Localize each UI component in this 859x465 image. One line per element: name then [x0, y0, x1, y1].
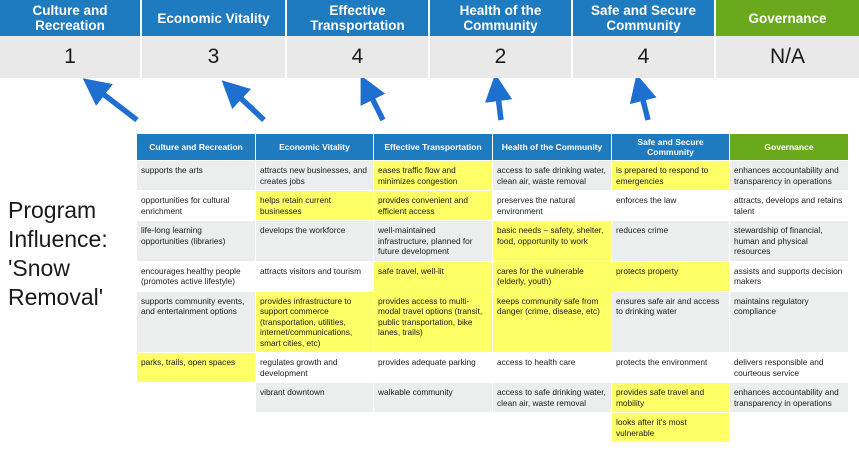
matrix-cell: provides adequate parking — [374, 353, 493, 383]
matrix-header-safe-and-secure-community: Safe and Secure Community — [612, 134, 730, 161]
matrix-cell: supports the arts — [137, 161, 256, 191]
matrix-header-row — [137, 134, 849, 161]
score-culture-and-recreation: 1 — [0, 36, 142, 78]
header-health-of-the-community: Health of the Community — [430, 0, 573, 36]
matrix-cell: is prepared to respond to emergencies — [612, 161, 730, 191]
matrix-cell — [256, 413, 374, 443]
matrix-cell: opportunities for cultural enrichment — [137, 191, 256, 221]
arrow-3 — [367, 88, 383, 120]
matrix-cell: attracts, develops and retains talent — [730, 191, 849, 221]
matrix-cell: protects property — [612, 261, 730, 291]
influence-arrows — [0, 78, 859, 133]
matrix-cell: delivers responsible and courteous service — [730, 353, 849, 383]
matrix-cell — [374, 413, 493, 443]
matrix-cell: life-long learning opportunities (libraries) — [137, 221, 256, 262]
matrix-cell: preserves the natural environment — [493, 191, 612, 221]
matrix-cell: keeps community safe from danger (crime, disease, etc) — [493, 291, 612, 353]
objective-header-band — [0, 0, 859, 36]
matrix-cell: maintains regulatory compliance — [730, 291, 849, 353]
arrow-5 — [640, 88, 648, 120]
header-culture-and-recreation: Culture and Recreation — [0, 0, 142, 36]
matrix-cell: attracts visitors and tourism — [256, 261, 374, 291]
matrix-cell: assists and supports decision makers — [730, 261, 849, 291]
matrix-cell: safe travel, well-lit — [374, 261, 493, 291]
matrix-cell: encourages healthy people (promotes active lifestyle) — [137, 261, 256, 291]
matrix-cell — [493, 413, 612, 443]
table-row — [137, 291, 849, 353]
table-row — [137, 261, 849, 291]
table-row — [137, 413, 849, 443]
matrix-cell: access to safe drinking water, clean air, waste removal — [493, 161, 612, 191]
matrix-cell: helps retain current businesses — [256, 191, 374, 221]
matrix-cell: well-maintained infrastructure, planned for future development — [374, 221, 493, 262]
matrix-cell: attracts new businesses, and creates jobs — [256, 161, 374, 191]
matrix-cell: provides safe travel and mobility — [612, 383, 730, 413]
header-safe-and-secure-community: Safe and Secure Community — [573, 0, 716, 36]
matrix-header-culture-and-recreation: Culture and Recreation — [137, 134, 256, 161]
table-row — [137, 383, 849, 413]
page-title: Program Influence: 'Snow Removal' — [8, 197, 108, 310]
arrow-4 — [497, 88, 501, 120]
matrix-cell: cares for the vulnerable (elderly, youth) — [493, 261, 612, 291]
table-row — [137, 353, 849, 383]
matrix-cell: eases traffic flow and minimizes congestion — [374, 161, 493, 191]
matrix-cell: enhances accountability and transparency in operations — [730, 161, 849, 191]
score-economic-vitality: 3 — [142, 36, 287, 78]
matrix-cell — [137, 383, 256, 413]
header-economic-vitality: Economic Vitality — [142, 0, 287, 36]
matrix-cell: stewardship of financial, human and physical resources — [730, 221, 849, 262]
matrix-cell: access to health care — [493, 353, 612, 383]
score-effective-transportation: 4 — [287, 36, 430, 78]
matrix-cell: ensures safe air and access to drinking water — [612, 291, 730, 353]
arrow-2 — [232, 90, 264, 120]
matrix-cell: reduces crime — [612, 221, 730, 262]
header-governance: Governance — [716, 0, 859, 36]
matrix-cell — [730, 413, 849, 443]
matrix-header-governance: Governance — [730, 134, 849, 161]
matrix-cell: regulates growth and development — [256, 353, 374, 383]
matrix-header-economic-vitality: Economic Vitality — [256, 134, 374, 161]
matrix-cell: protects the environment — [612, 353, 730, 383]
matrix-cell: provides convenient and efficient access — [374, 191, 493, 221]
score-health-of-the-community: 2 — [430, 36, 573, 78]
matrix-cell: enforces the law — [612, 191, 730, 221]
matrix-header-effective-transportation: Effective Transportation — [374, 134, 493, 161]
score-safe-and-secure-community: 4 — [573, 36, 716, 78]
matrix-cell: looks after it's most vulnerable — [612, 413, 730, 443]
matrix-cell: parks, trails, open spaces — [137, 353, 256, 383]
table-row — [137, 221, 849, 262]
score-governance: N/A — [769, 45, 805, 68]
arrow-1 — [94, 87, 137, 120]
matrix-body — [137, 161, 849, 443]
matrix-cell — [137, 413, 256, 443]
table-row — [137, 161, 849, 191]
matrix-cell: enhances accountability and transparency in operations — [730, 383, 849, 413]
matrix-header-health-of-the-community: Health of the Community — [493, 134, 612, 161]
matrix-cell: supports community events, and entertainment options — [137, 291, 256, 353]
matrix-cell: provides infrastructure to support commerce (transportation, utilities, internet/communications, smart cities, etc) — [256, 291, 374, 353]
header-effective-transportation: Effective Transportation — [287, 0, 430, 36]
matrix-cell: walkable community — [374, 383, 493, 413]
matrix-cell: basic needs – safety, shelter, food, opportunity to work — [493, 221, 612, 262]
table-row — [137, 191, 849, 221]
outcomes-matrix — [136, 133, 849, 443]
matrix-cell: access to safe drinking water, clean air, waste removal — [493, 383, 612, 413]
matrix-cell: develops the workforce — [256, 221, 374, 262]
score-band — [0, 36, 859, 78]
matrix-cell: provides access to multi-modal travel options (transit, public transportation, bike lanes, trails) — [374, 291, 493, 353]
matrix-cell: vibrant downtown — [256, 383, 374, 413]
